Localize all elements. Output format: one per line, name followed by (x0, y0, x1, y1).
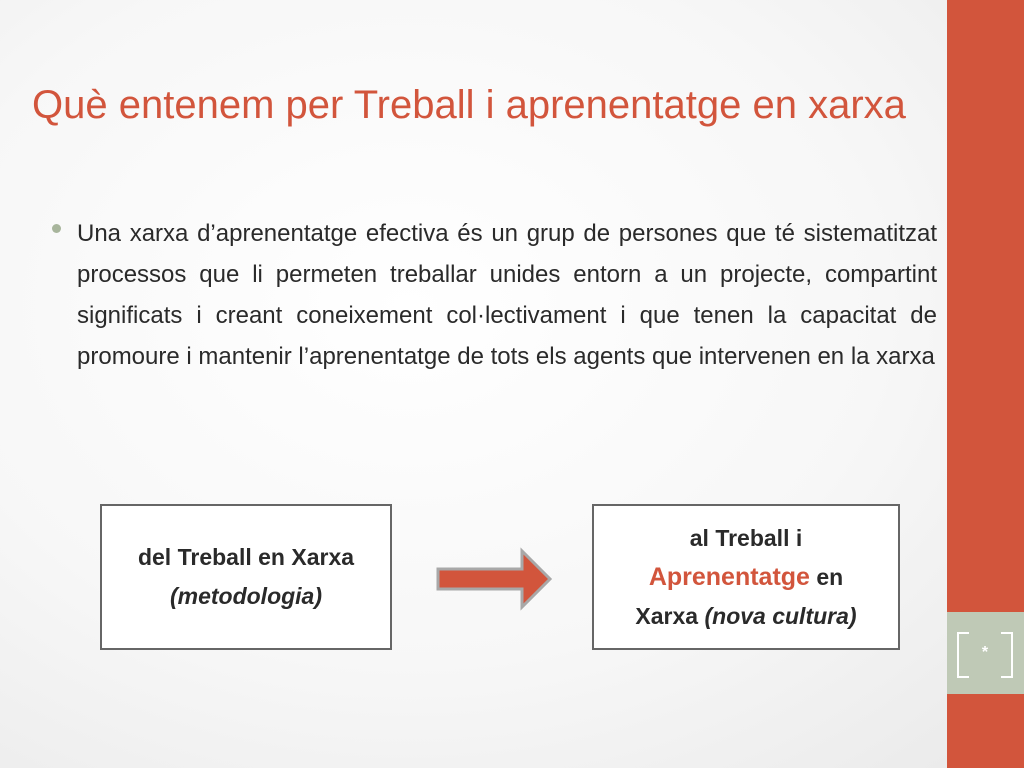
methodology-box-line2: (metodologia) (169, 583, 323, 609)
highlight-word: Aprenentatge (648, 562, 810, 591)
methodology-box (100, 504, 392, 650)
slide-title: Què entenem per Treball i aprenentatge en xarxa (32, 83, 906, 127)
slide-number-frame (957, 632, 1013, 674)
right-arrow-icon (436, 547, 552, 611)
new-culture-box (592, 504, 900, 650)
new-culture-box-line3-italic: (nova cultura) (704, 602, 857, 629)
bullet-text: Una xarxa d’aprenentatge efectiva és un grup de persones que té sistematitzat processos que li permeten treballar unides entorn a un projecte, compartint significats i creant coneixement col·lectivament i que tenen la capacitat de promoure i mantenir l’aprenentatge de tots els agents que intervenen en la xarxa (77, 220, 937, 370)
new-culture-box-line2-rest: en (809, 563, 844, 590)
slide-number: * (981, 644, 989, 661)
new-culture-box-line1: al Treball i (689, 524, 803, 551)
bullet-dot-icon (52, 224, 61, 233)
new-culture-box-line3 (635, 597, 856, 636)
new-culture-box-line3-plain: Xarxa (635, 602, 705, 629)
slide-number-badge (947, 612, 1024, 694)
methodology-box-line1: del Treball en Xarxa (137, 544, 355, 570)
new-culture-box-line2 (649, 558, 843, 597)
bullet-list (52, 213, 937, 377)
